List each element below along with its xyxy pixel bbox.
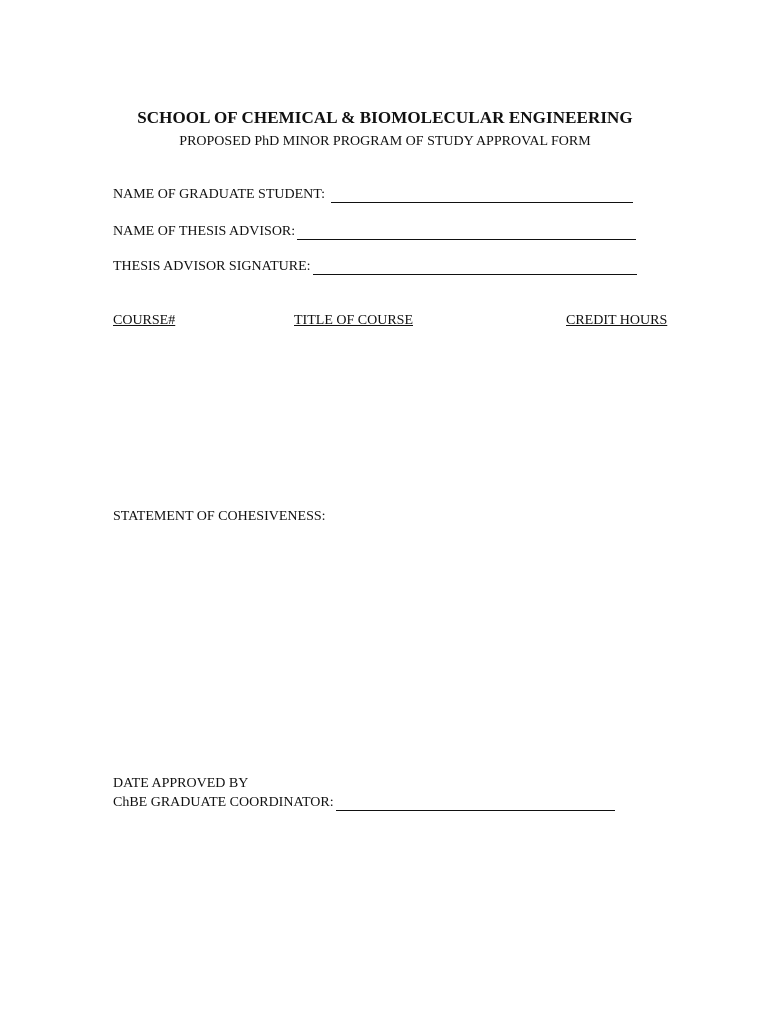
graduate-coordinator-input[interactable] — [336, 796, 615, 811]
date-approved-label: DATE APPROVED BY — [113, 776, 249, 791]
column-header-course-number: COURSE# — [113, 313, 176, 328]
advisor-signature-input[interactable] — [313, 260, 637, 275]
statement-of-cohesiveness-label: STATEMENT OF COHESIVENESS: — [113, 509, 326, 524]
graduate-student-field — [113, 187, 633, 203]
thesis-advisor-label: NAME OF THESIS ADVISOR: — [113, 224, 296, 239]
column-header-course-title: TITLE OF COURSE — [294, 313, 413, 328]
form-title: SCHOOL OF CHEMICAL & BIOMOLECULAR ENGINEERING — [137, 108, 633, 127]
graduate-student-label: NAME OF GRADUATE STUDENT: — [113, 187, 326, 202]
graduate-coordinator-field — [113, 795, 615, 811]
form-subtitle: PROPOSED PhD MINOR PROGRAM OF STUDY APPROVAL FORM — [179, 134, 591, 149]
advisor-signature-field — [113, 259, 637, 275]
thesis-advisor-input[interactable] — [297, 225, 636, 240]
graduate-coordinator-label: ChBE GRADUATE COORDINATOR: — [113, 795, 334, 810]
advisor-signature-label: THESIS ADVISOR SIGNATURE: — [113, 259, 311, 274]
thesis-advisor-field — [113, 224, 636, 240]
graduate-student-input[interactable] — [331, 188, 633, 203]
column-header-credit-hours: CREDIT HOURS — [566, 313, 668, 328]
